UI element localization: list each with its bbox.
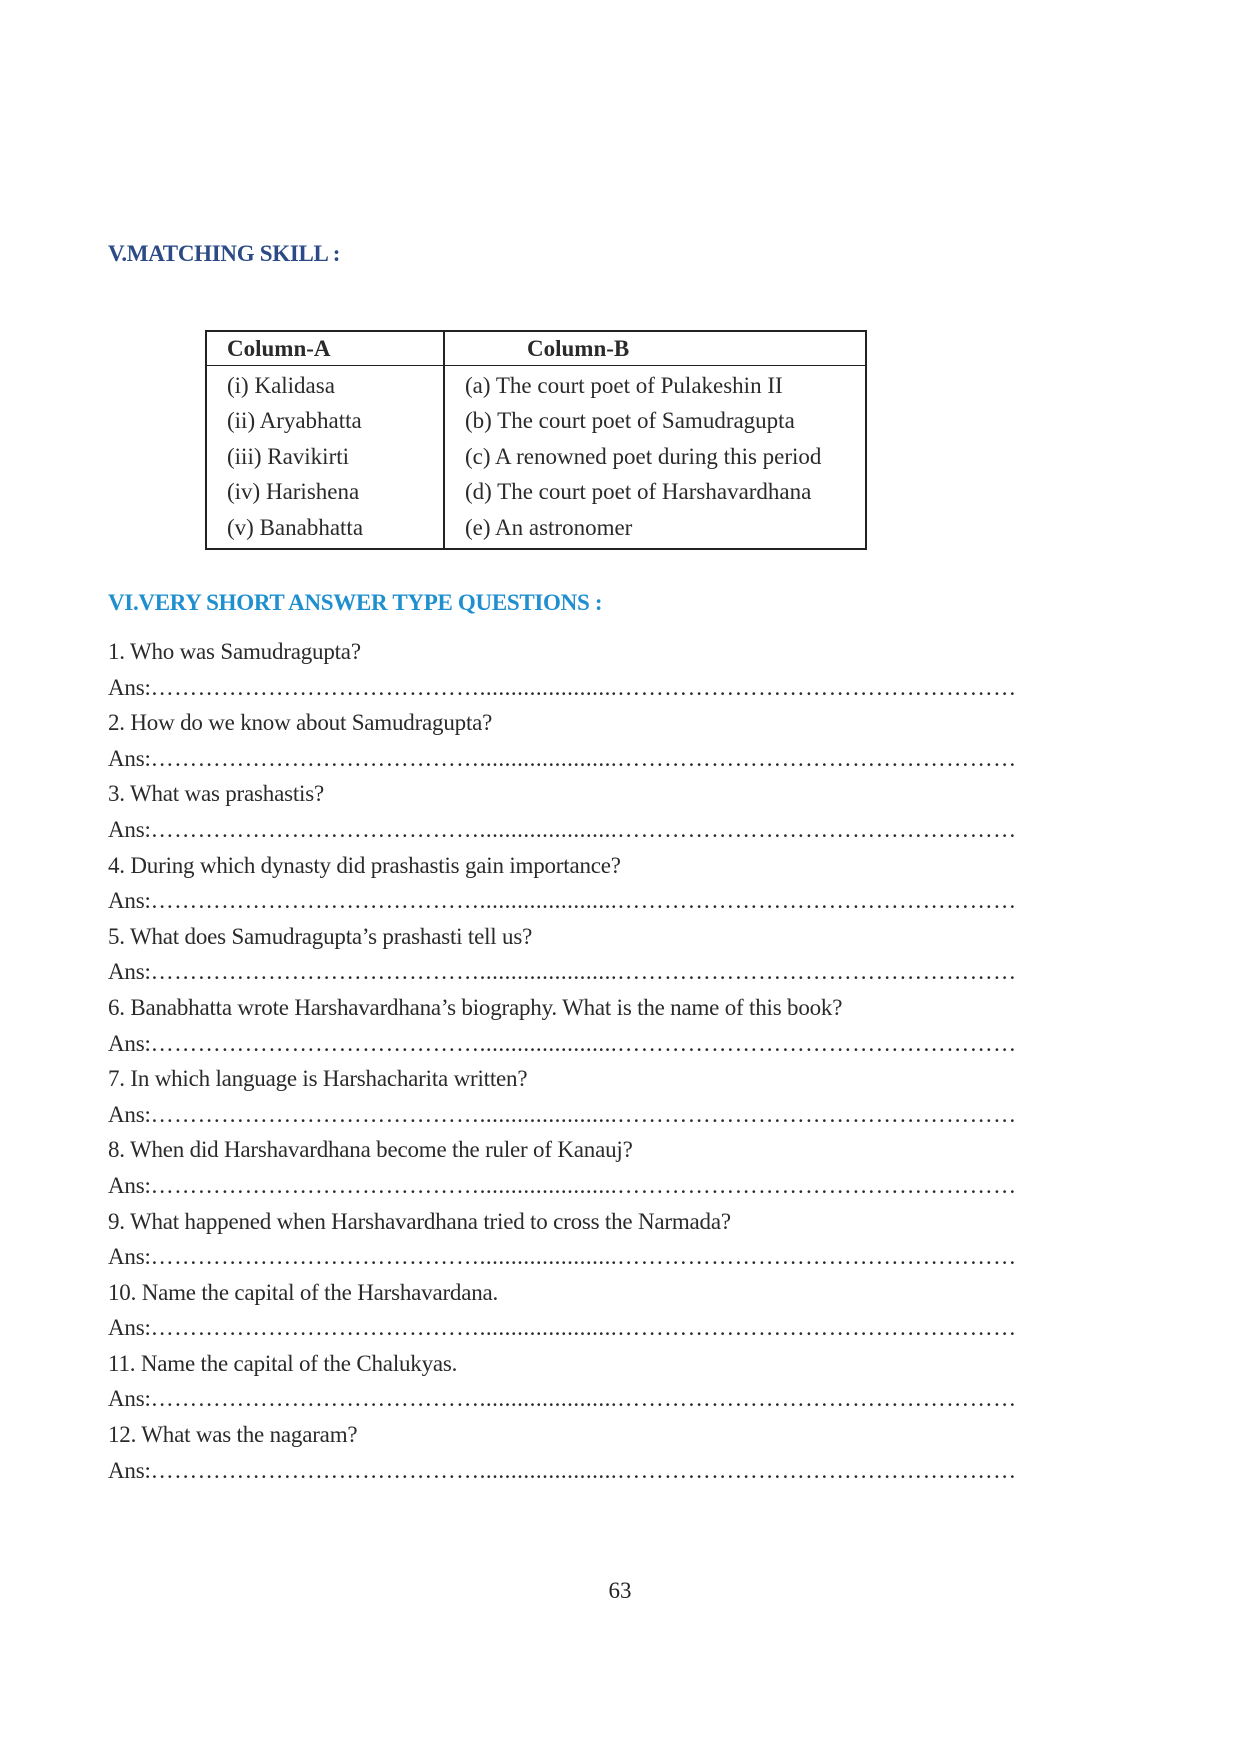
question-list <box>108 634 1108 1488</box>
question-text: 7. In which language is Harshacharita written? <box>108 1066 528 1092</box>
answer-blank[interactable]: ……………………………………......................…………………………………………… <box>150 816 1017 842</box>
column-b-cell: (d) The court poet of Harshavardhana <box>465 479 812 505</box>
answer-blank[interactable]: ……………………………………......................…………………………………………… <box>150 1315 1017 1341</box>
column-a-cell: (iv) Harishena <box>206 475 444 511</box>
column-a-cell: (iii) Ravikirti <box>206 439 444 475</box>
answer-label: Ans: <box>108 959 151 985</box>
list-item <box>108 1061 1108 1132</box>
list-item <box>108 634 1108 705</box>
answer-blank[interactable]: ……………………………………......................…………………………………………… <box>150 959 1017 985</box>
answer-blank[interactable]: ……………………………………......................…………………………………………… <box>150 1457 1017 1483</box>
answer-line[interactable] <box>108 1381 1108 1417</box>
answer-blank[interactable]: ……………………………………......................…………………………………………… <box>150 674 1017 700</box>
table-row <box>206 404 866 440</box>
answer-line[interactable] <box>108 1239 1108 1275</box>
answer-line[interactable] <box>108 1453 1108 1489</box>
answer-label: Ans: <box>108 1101 151 1127</box>
column-b-cell: (c) A renowned poet during this period <box>465 443 822 469</box>
answer-blank[interactable]: ……………………………………......................…………………………………………… <box>150 1030 1017 1056</box>
question-text: 3. What was prashastis? <box>108 781 324 807</box>
question-text: 6. Banabhatta wrote Harshavardhana’s biography. What is the name of this book? <box>108 994 843 1020</box>
list-item <box>108 1346 1108 1417</box>
answer-label: Ans: <box>108 1315 151 1341</box>
answer-label: Ans: <box>108 745 151 771</box>
column-a-cell: (v) Banabhatta <box>206 510 444 549</box>
column-a-cell: (i) Kalidasa <box>206 366 444 404</box>
column-a-cell: (ii) Aryabhatta <box>206 404 444 440</box>
question-text: 11. Name the capital of the Chalukyas. <box>108 1350 458 1376</box>
answer-line[interactable] <box>108 741 1108 777</box>
list-item <box>108 990 1108 1061</box>
answer-line[interactable] <box>108 1097 1108 1133</box>
table-row <box>206 475 866 511</box>
section-v-heading: V.MATCHING SKILL : <box>108 241 341 266</box>
question-text: 12. What was the nagaram? <box>108 1422 358 1448</box>
answer-line[interactable] <box>108 812 1108 848</box>
answer-label: Ans: <box>108 1244 151 1270</box>
answer-blank[interactable]: ……………………………………......................…………………………………………… <box>150 888 1017 914</box>
answer-label: Ans: <box>108 1386 151 1412</box>
question-text: 4. During which dynasty did prashastis gain importance? <box>108 852 621 878</box>
answer-blank[interactable]: ……………………………………......................…………………………………………… <box>150 745 1017 771</box>
answer-label: Ans: <box>108 888 151 914</box>
answer-label: Ans: <box>108 1457 151 1483</box>
answer-blank[interactable]: ……………………………………......................…………………………………………… <box>150 1101 1017 1127</box>
question-text: 9. What happened when Harshavardhana tried to cross the Narmada? <box>108 1208 731 1234</box>
section-vi-heading: VI.VERY SHORT ANSWER TYPE QUESTIONS : <box>108 590 603 615</box>
question-text: 1. Who was Samudragupta? <box>108 639 361 664</box>
question-text: 8. When did Harshavardhana become the ruler of Kanauj? <box>108 1137 633 1163</box>
answer-line[interactable] <box>108 883 1108 919</box>
list-item <box>108 919 1108 990</box>
table-row <box>206 439 866 475</box>
answer-line[interactable] <box>108 1026 1108 1062</box>
answer-line[interactable] <box>108 670 1108 706</box>
answer-label: Ans: <box>108 1030 151 1056</box>
list-item <box>108 848 1108 919</box>
table-header-row <box>206 331 866 366</box>
answer-line[interactable] <box>108 1168 1108 1204</box>
answer-label: Ans: <box>108 1172 151 1198</box>
answer-label: Ans: <box>108 816 151 842</box>
page-number: 63 <box>608 1578 632 1603</box>
list-item <box>108 705 1108 776</box>
answer-line[interactable] <box>108 1310 1108 1346</box>
list-item <box>108 1204 1108 1275</box>
question-text: 2. How do we know about Samudragupta? <box>108 710 493 736</box>
column-b-cell: (e) An astronomer <box>465 514 633 540</box>
list-item <box>108 1275 1108 1346</box>
column-a-header: Column-A <box>206 331 444 366</box>
answer-blank[interactable]: ……………………………………......................…………………………………………… <box>150 1172 1017 1198</box>
matching-table <box>205 330 867 550</box>
answer-blank[interactable]: ……………………………………......................…………………………………………… <box>150 1244 1017 1270</box>
column-b-cell: (b) The court poet of Samudragupta <box>465 408 795 434</box>
answer-label: Ans: <box>108 674 151 700</box>
answer-line[interactable] <box>108 954 1108 990</box>
list-item <box>108 1132 1108 1203</box>
list-item <box>108 776 1108 847</box>
question-text: 5. What does Samudragupta’s prashasti tell us? <box>108 923 533 949</box>
question-text: 10. Name the capital of the Harshavardana. <box>108 1279 499 1305</box>
table-row <box>206 366 866 404</box>
column-b-header: Column-B <box>444 331 866 366</box>
column-b-cell: (a) The court poet of Pulakeshin II <box>465 372 783 398</box>
list-item <box>108 1417 1108 1488</box>
table-row <box>206 510 866 549</box>
answer-blank[interactable]: ……………………………………......................…………………………………………… <box>150 1386 1017 1412</box>
